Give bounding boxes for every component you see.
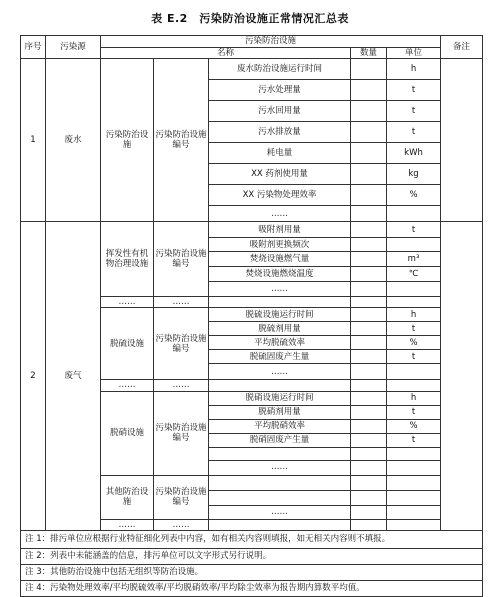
item-name: 焚烧设施燃气量 <box>209 252 351 267</box>
table-row <box>21 222 483 238</box>
item-unit <box>387 475 441 490</box>
item-unit: t <box>387 222 441 238</box>
seq-cell: 2 <box>21 222 46 531</box>
item-quantity <box>351 419 387 433</box>
item-unit: h <box>387 308 441 322</box>
item-quantity <box>351 364 387 380</box>
item-unit: ℃ <box>387 267 441 282</box>
item-quantity <box>351 308 387 322</box>
item-unit: t <box>387 405 441 419</box>
ellipsis-cell: …… <box>154 297 209 308</box>
item-unit <box>387 447 441 460</box>
item-unit: % <box>387 419 441 433</box>
source-cell: 废气 <box>46 222 101 531</box>
facility-cell: 污染防治设施 <box>101 59 154 222</box>
facility-summary-table <box>20 35 483 597</box>
item-quantity <box>351 380 387 391</box>
item-unit <box>387 282 441 297</box>
item-name: 污水回用量 <box>209 101 351 122</box>
item-unit: t <box>387 122 441 143</box>
item-quantity <box>351 490 387 505</box>
item-quantity <box>351 350 387 364</box>
ellipsis-cell: …… <box>209 282 351 297</box>
ellipsis-cell: …… <box>101 519 154 530</box>
ellipsis-cell: …… <box>154 380 209 391</box>
remark-cell <box>441 222 483 531</box>
item-unit <box>387 460 441 475</box>
item-name: 污水排放量 <box>209 122 351 143</box>
header-source: 污染源 <box>46 36 101 59</box>
item-unit: t <box>387 322 441 336</box>
ellipsis-cell: …… <box>101 380 154 391</box>
seq-cell: 1 <box>21 59 46 222</box>
note-text: 注 1：排污单位应根据行业特征细化列表中内容，如有相关内容则填报，如无相关内容则不填报。 <box>21 530 483 548</box>
item-unit <box>387 206 441 222</box>
item-name <box>209 475 351 490</box>
ellipsis-cell: …… <box>101 297 154 308</box>
item-name: 焚烧设施燃烧温度 <box>209 267 351 282</box>
item-quantity <box>351 206 387 222</box>
item-name: XX 污染物处理效率 <box>209 185 351 206</box>
item-unit: m³ <box>387 252 441 267</box>
item-unit <box>387 297 441 308</box>
item-unit <box>387 364 441 380</box>
item-unit: kWh <box>387 143 441 164</box>
item-unit: t <box>387 350 441 364</box>
item-quantity <box>351 433 387 447</box>
remark-cell <box>441 59 483 222</box>
item-quantity <box>351 405 387 419</box>
item-quantity <box>351 101 387 122</box>
item-quantity <box>351 505 387 519</box>
item-unit: t <box>387 80 441 101</box>
note-text: 注 3：其他防治设施中包括无组织等防治设施。 <box>21 564 483 580</box>
item-quantity <box>351 391 387 405</box>
item-unit: t <box>387 101 441 122</box>
facility-no-cell: 污染防治设施编号 <box>154 475 209 519</box>
item-unit: % <box>387 336 441 350</box>
ellipsis-cell: …… <box>209 364 351 380</box>
item-unit <box>387 519 441 530</box>
item-quantity <box>351 322 387 336</box>
item-quantity <box>351 164 387 185</box>
item-quantity <box>351 460 387 475</box>
item-name: 脱硝剂用量 <box>209 405 351 419</box>
item-name <box>209 297 351 308</box>
note-row <box>21 564 483 580</box>
item-quantity <box>351 336 387 350</box>
item-name <box>209 519 351 530</box>
item-name <box>209 380 351 391</box>
table-row <box>21 59 483 80</box>
facility-no-cell: 污染防治设施编号 <box>154 222 209 297</box>
item-unit <box>387 238 441 252</box>
item-unit <box>387 490 441 505</box>
item-unit: h <box>387 59 441 80</box>
item-quantity <box>351 447 387 460</box>
item-quantity <box>351 222 387 238</box>
item-name: 脱硝固废产生量 <box>209 433 351 447</box>
item-name: 吸附剂用量 <box>209 222 351 238</box>
ellipsis-cell: …… <box>209 206 351 222</box>
header-seq: 序号 <box>21 36 46 59</box>
facility-no-cell: 污染防治设施编号 <box>154 59 209 222</box>
item-unit: t <box>387 433 441 447</box>
item-name: 吸附剂更换频次 <box>209 238 351 252</box>
item-quantity <box>351 252 387 267</box>
item-name: 平均脱硫效率 <box>209 336 351 350</box>
item-quantity <box>351 282 387 297</box>
note-text: 注 4：污染物处理效率/平均脱硫效率/平均脱硝效率/平均除尘效率为报告期内算数平均值。 <box>21 580 483 596</box>
note-text: 注 2：列表中未能涵盖的信息，排污单位可以文字形式另行说明。 <box>21 548 483 564</box>
item-quantity <box>351 80 387 101</box>
note-row <box>21 548 483 564</box>
facility-no-cell: 污染防治设施编号 <box>154 391 209 475</box>
note-row <box>21 580 483 596</box>
header-unit: 单位 <box>387 48 441 59</box>
item-name: 脱硝设施运行时间 <box>209 391 351 405</box>
ellipsis-cell: …… <box>209 505 351 519</box>
header-name: 名称 <box>101 48 351 59</box>
ellipsis-cell: …… <box>154 519 209 530</box>
facility-no-cell: 污染防治设施编号 <box>154 308 209 380</box>
item-name: 脱硫固废产生量 <box>209 350 351 364</box>
header-facility: 污染防治设施 <box>101 36 441 48</box>
item-unit: kg <box>387 164 441 185</box>
item-quantity <box>351 475 387 490</box>
table-title: 表 E.2 污染防治设施正常情况汇总表 <box>151 12 349 25</box>
facility-cell: 脱硫设施 <box>101 308 154 380</box>
facility-cell: 脱硝设施 <box>101 391 154 475</box>
item-name: 平均脱硝效率 <box>209 419 351 433</box>
item-name <box>209 490 351 505</box>
item-unit: h <box>387 391 441 405</box>
item-quantity <box>351 238 387 252</box>
item-name: 废水防治设施运行时间 <box>209 59 351 80</box>
item-quantity <box>351 122 387 143</box>
ellipsis-cell: …… <box>209 460 351 475</box>
item-name <box>209 447 351 460</box>
item-name: 污水处理量 <box>209 80 351 101</box>
header-row <box>21 36 483 48</box>
item-name: 耗电量 <box>209 143 351 164</box>
item-quantity <box>351 267 387 282</box>
item-unit <box>387 380 441 391</box>
item-quantity <box>351 143 387 164</box>
header-remark: 备注 <box>441 36 483 59</box>
facility-cell: 挥发性有机物治理设施 <box>101 222 154 297</box>
item-quantity <box>351 297 387 308</box>
note-row <box>21 530 483 548</box>
item-quantity <box>351 59 387 80</box>
item-quantity <box>351 185 387 206</box>
item-unit: % <box>387 185 441 206</box>
header-quantity: 数量 <box>351 48 387 59</box>
item-quantity <box>351 519 387 530</box>
item-unit <box>387 505 441 519</box>
item-name: XX 药剂使用量 <box>209 164 351 185</box>
item-name: 脱硫剂用量 <box>209 322 351 336</box>
source-cell: 废水 <box>46 59 101 222</box>
item-name: 脱硫设施运行时间 <box>209 308 351 322</box>
facility-cell: 其他防治设施 <box>101 475 154 519</box>
